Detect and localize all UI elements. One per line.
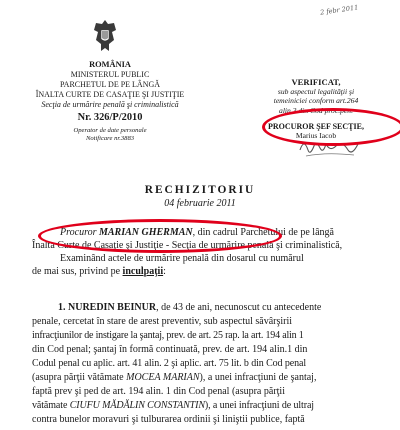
verification-line-3: alin.3 din Cod proc.pen. bbox=[279, 105, 353, 115]
highlight-ellipse-chief-prosecutor bbox=[262, 108, 400, 146]
defendant-line-9: contra bunelor moravuri şi tulburarea ordinii şi liniştii publice, faptă bbox=[32, 414, 305, 425]
intro-line-3: Examinând actele de urmărire penală din dosarul cu numărul bbox=[60, 253, 304, 264]
prosecutor-prefix: Procuror bbox=[60, 227, 97, 238]
court-name: ÎNALTA CURTE DE CASAŢIE ŞI JUSTIŢIE bbox=[35, 90, 185, 99]
intro-text-1: , din cadrul Parchetului de pe lângă bbox=[192, 227, 334, 238]
chief-prosecutor-name: Marius Iacob bbox=[295, 131, 337, 141]
defendant-line-8 bbox=[32, 400, 398, 413]
issuer-header bbox=[10, 60, 210, 143]
intro-line-4 bbox=[32, 266, 398, 279]
document-date: 04 februarie 2011 bbox=[164, 198, 236, 209]
office-name: PARCHETUL DE PE LÂNGĂ bbox=[59, 80, 161, 89]
case-number: Nr. 326/P/2010 bbox=[77, 112, 143, 123]
ministry-name: MINISTERUL PUBLIC bbox=[70, 70, 150, 79]
defendant-line-4: din Cod penal; şantaj în formă continuată, prev. de art. 194 alin.1 din bbox=[32, 344, 308, 355]
defendant-line-3: infracţiunilor de instigare la şantaj, prev. de art. 25 rap. la art. 194 alin 1 bbox=[32, 330, 304, 341]
prosecutor-name: MARIAN GHERMAN bbox=[98, 227, 193, 238]
defendant-text-8b: ), a unei infracţiuni de ultraj bbox=[204, 400, 314, 411]
victim-name-2: CIUFU MĂDĂLIN CONSTANTIN bbox=[69, 400, 205, 411]
coat-of-arms-icon bbox=[92, 18, 118, 54]
intro-text-4: de mai sus, privind pe bbox=[32, 266, 123, 277]
defendant-line-2: penale, cercetat în stare de arest preventiv, sub aspectul săvârşirii bbox=[32, 316, 293, 327]
verified-label: VERIFICAT, bbox=[291, 77, 341, 87]
defendant-name: NUREDIN BEINUR bbox=[68, 302, 157, 313]
document-title: RECHIZITORIU bbox=[144, 184, 256, 196]
section-name: Secţia de urmărire penală şi criminalistică bbox=[41, 100, 179, 109]
highlight-ellipse-prosecutor bbox=[38, 219, 282, 253]
verification-line-1: sub aspectul legalităţii şi bbox=[277, 87, 355, 97]
defendant-line-7: faptă prev şi ped de art. 194 alin. 1 din Cod penal (asupra părţii bbox=[32, 386, 285, 397]
chief-prosecutor-title: PROCUROR ŞEF SECŢIE, bbox=[268, 121, 364, 131]
operator-line: Operator de date personale bbox=[73, 127, 147, 134]
handwritten-date-annotation: 2 febr 2011 bbox=[319, 3, 359, 17]
verification-line-2: temeiniciei conform art.264 bbox=[273, 96, 359, 106]
intro-colon: : bbox=[163, 266, 166, 277]
victim-name-1: MOCEA MARIAN bbox=[126, 372, 200, 383]
defendant-line-6 bbox=[32, 372, 398, 385]
intro-line-2: Înalta Curte de Casaţie şi Justiţie - Secţia de urmărire penală şi criminalistică, bbox=[32, 240, 343, 251]
defendant-line-5: Codul penal cu aplic. art. 41 alin. 2 şi aplic. art. 75 lit. b din Cod penal bbox=[32, 358, 307, 369]
country-name: ROMÂNIA bbox=[89, 60, 131, 69]
defendant-text-6a: (asupra părţii vătămate bbox=[32, 372, 127, 383]
notification-line: Notificare nr.3883 bbox=[85, 135, 135, 142]
defendants-label: inculpaţii bbox=[122, 266, 164, 277]
defendant-text-6b: ), a unei infracţiuni de şantaj, bbox=[199, 372, 317, 383]
defendant-text-8a: vătămate bbox=[32, 400, 70, 411]
defendant-text-1: , de 43 de ani, necunoscut cu antecedente bbox=[156, 302, 322, 313]
defendant-number: 1. bbox=[58, 302, 66, 313]
defendant-line-1 bbox=[58, 302, 398, 315]
